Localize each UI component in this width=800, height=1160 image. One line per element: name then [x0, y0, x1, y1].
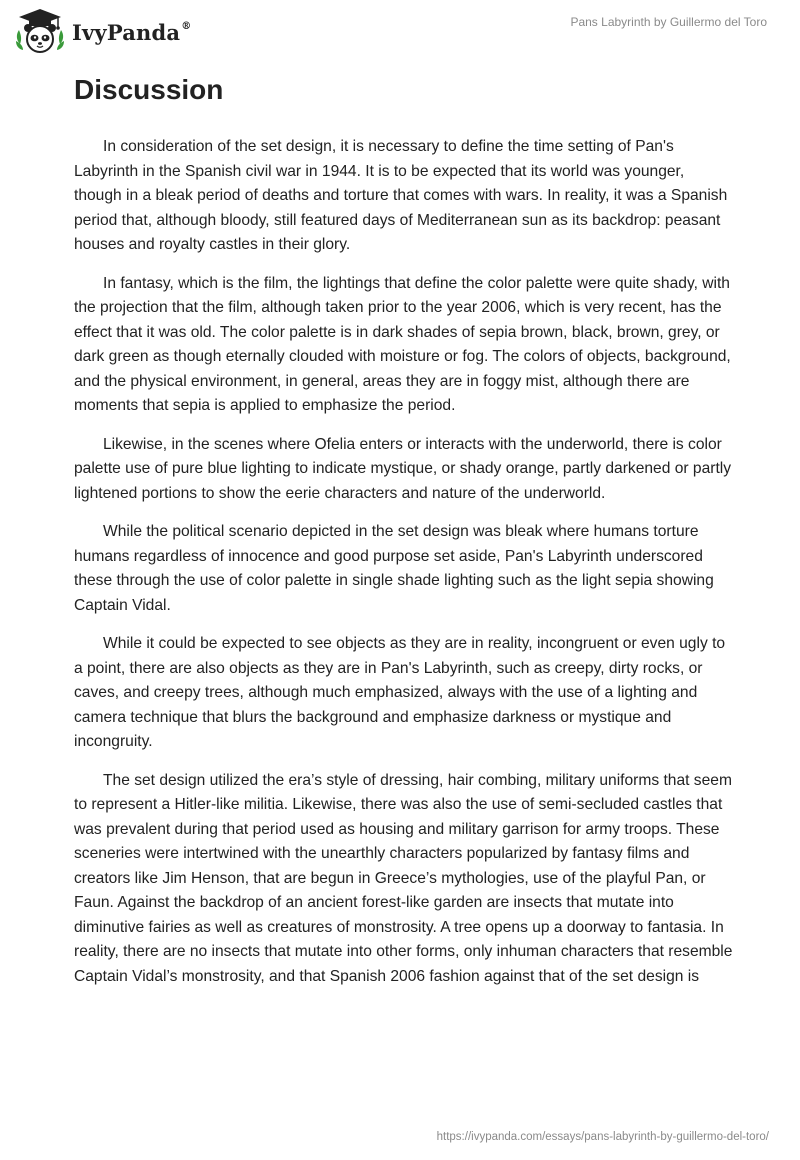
- paragraph-3: Likewise, in the scenes where Ofelia enters or interacts with the underworld, there is color palette use of pure blue lighting to indicate mystique, or shady orange, partly darkened or partly lightened portions to show the eerie characters and nature of the underworld.: [74, 435, 732, 502]
- source-url-link[interactable]: https://ivypanda.com/essays/pans-labyrinth-by-guillermo-del-toro/: [436, 1131, 769, 1143]
- brand-name-text: IvyPanda: [72, 19, 181, 45]
- brand-name: [72, 20, 191, 45]
- panda-graduate-icon: [14, 8, 66, 56]
- paragraph-1: In consideration of the set design, it is necessary to define the time setting of Pan's Labyrinth in the Spanish civil war in 1944. It is to be expected that its world was younger, though in a bleak period of deaths and torture that comes with wars. In reality, it was a Spanish period that, although bloody, still featured days of Mediterranean sun as its backdrop: peasant houses and royalty castles in their glory.: [74, 138, 728, 253]
- brand-logo-link[interactable]: [14, 8, 191, 56]
- article-body: [74, 68, 734, 1003]
- paragraph-2: In fantasy, which is the film, the lightings that define the color palette were quite shady, with the projection that the film, although taken prior to the year 2006, which is very recent, has the effect that it was old. The color palette is in dark shades of sepia brown, black, brown, grey, or dark green as though eternally clouded with moisture or fog. The colors of objects, background, and the physical environment, in general, areas they are in foggy mist, although there are moments that sepia is applied to emphasize the period.: [74, 274, 731, 414]
- page-header: [0, 0, 800, 60]
- registered-mark: ®: [181, 20, 192, 32]
- document-title: Pans Labyrinth by Guillermo del Toro: [570, 15, 767, 29]
- section-heading: Discussion: [74, 74, 224, 105]
- paragraph-5: While it could be expected to see objects as they are in reality, incongruent or even ugly to a point, there are also objects as they are in Pan's Labyrinth, such as creepy, dirty rocks, or caves, and creepy trees, although much emphasized, always with the use of a lighting and camera technique that blurs the background and emphasize darkness or mystique and incongruity.: [74, 635, 726, 750]
- paragraph-6: The set design utilized the era’s style of dressing, hair combing, military uniforms that seem to represent a Hitler-like militia. Likewise, there was also the use of semi-secluded castles that was prevalent during that period used as housing and military garrison for army troops. These sceneries were intertwined with the unearthly characters popularized by fantasy films and creators like Jim Henson, that are begun in Greece’s mythologies, use of the playful Pan, or Faun. Against the backdrop of an ancient forest-like garden are insects that mutate into diminutive fairies as well as creatures of monstrosity. A tree opens up a doorway to fantasia. In reality, there are no insects that mutate into other forms, only inhuman characters that resemble Captain Vidal’s monstrosity, and that Spanish 2006 fashion against that of the set design is: [74, 771, 733, 985]
- paragraph-4: While the political scenario depicted in the set design was bleak where humans torture humans regardless of innocence and good purpose set aside, Pan's Labyrinth underscored these through the use of color palette in single shade lighting such as the light sepia showing Captain Vidal.: [74, 523, 714, 614]
